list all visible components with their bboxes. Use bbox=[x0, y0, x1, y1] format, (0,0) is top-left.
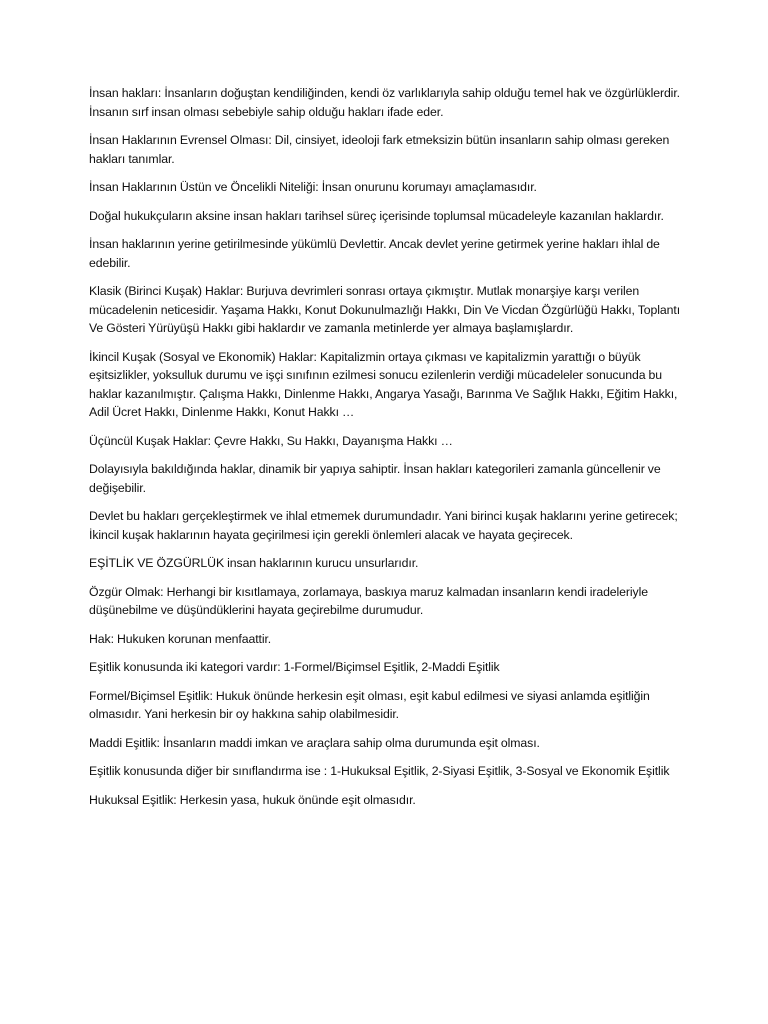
paragraph-being-free: Özgür Olmak: Herhangi bir kısıtlamaya, zorlamaya, baskıya maruz kalmadan insanların kendi iradeleriyle düşünebilme ve düşündüklerini hayata geçirebilme durumudur. bbox=[89, 584, 648, 617]
paragraph-state-obligation: İnsan haklarının yerine getirilmesinde yükümlü Devlettir. Ancak devlet yerine getirmek yerine hakları ihlal de edebilir. bbox=[89, 237, 660, 270]
paragraph-material-equality: Maddi Eşitlik: İnsanların maddi imkan ve araçlara sahip olma durumunda eşit olması. bbox=[89, 735, 540, 750]
paragraph-third-generation: Üçüncül Kuşak Haklar: Çevre Hakkı, Su Hakkı, Dayanışma Hakkı … bbox=[89, 433, 453, 448]
paragraph-legal-equality: Hukuksal Eşitlik: Herkesin yasa, hukuk önünde eşit olmasıdır. bbox=[89, 792, 416, 807]
paragraph-other-classification: Eşitlik konusunda diğer bir sınıflandırma ise : 1-Hukuksal Eşitlik, 2-Siyasi Eşitlik, 3-Sosyal ve Ekonomik Eşitlik bbox=[89, 764, 670, 778]
paragraph-state-duty: Devlet bu hakları gerçekleştirmek ve ihlal etmemek durumundadır. Yani birinci kuşak haklarını yerine getirecek; İkincil kuşak haklarının hayata geçirilmesi için gerekli önlemleri alacak ve hayata geçirecek. bbox=[89, 509, 678, 542]
paragraph-equality-categories: Eşitlik konusunda iki kategori vardır: 1-Formel/Biçimsel Eşitlik, 2-Maddi Eşitlik bbox=[89, 660, 500, 674]
paragraph-superiority: İnsan Haklarının Üstün ve Öncelikli Niteliği: İnsan onurunu korumayı amaçlamasıdır. bbox=[89, 180, 537, 194]
paragraph-formal-equality: Formel/Biçimsel Eşitlik: Hukuk önünde herkesin eşit olması, eşit kabul edilmesi ve siyasi anlamda eşitliğin olmasıdır. Yani herkesin bir oy hakkına sahip olabilmesidir. bbox=[89, 688, 650, 721]
paragraph-dynamic-structure: Dolayısıyla bakıldığında haklar, dinamik bir yapıya sahiptir. İnsan hakları kategorileri zamanla güncellenir ve değişebilir. bbox=[89, 462, 661, 495]
paragraph-universality: İnsan Haklarının Evrensel Olması: Dil, cinsiyet, ideoloji fark etmeksizin bütün insanların sahip olması gereken hakları tanımlar. bbox=[89, 133, 670, 166]
paragraph-equality-freedom: EŞİTLİK VE ÖZGÜRLÜK insan haklarının kurucu unsurlarıdır. bbox=[89, 556, 419, 570]
paragraph-natural-law: Doğal hukukçuların aksine insan hakları tarihsel süreç içerisinde toplumsal mücadeleyle kazanılan haklardır. bbox=[89, 208, 664, 223]
paragraph-first-generation: Klasik (Birinci Kuşak) Haklar: Burjuva devrimleri sonrası ortaya çıkmıştır. Mutlak monarşiye karşı verilen mücadelenin neticesidir. Yaşama Hakkı, Konut Dokunulmazlığı Hakkı, Din Ve Vicdan Özgürlüğü Hakkı, Toplantı Ve Gösteri Yürüyüşü Hakkı gibi haklardır ve zamanla metinlerde yer almaya başlamışlardır. bbox=[89, 284, 681, 335]
paragraph-human-rights-definition: İnsan hakları: İnsanların doğuştan kendiliğinden, kendi öz varlıklarıyla sahip olduğu temel hak ve özgürlüklerdir. İnsanın sırf insan olması sebebiyle sahip olduğu hakları ifade eder. bbox=[89, 86, 680, 119]
paragraph-right: Hak: Hukuken korunan menfaattir. bbox=[89, 631, 272, 646]
paragraph-second-generation: İkincil Kuşak (Sosyal ve Ekonomik) Haklar: Kapitalizmin ortaya çıkması ve kapitalizmin yarattığı o büyük eşitsizlikler, yoksulluk durumu ve işçi sınıfının ezilmesi sonucu ezilenlerin verdiği mücadeleler sonucunda bu haklar kazanılmıştır. Çalışma Hakkı, Dinlenme Hakkı, Angarya Yasağı, Barınma Ve Sağlık Hakkı, Eğitim Hakkı, Adil Ücret Hakkı, Dinlenme Hakkı, Konut Hakkı … bbox=[89, 349, 678, 419]
